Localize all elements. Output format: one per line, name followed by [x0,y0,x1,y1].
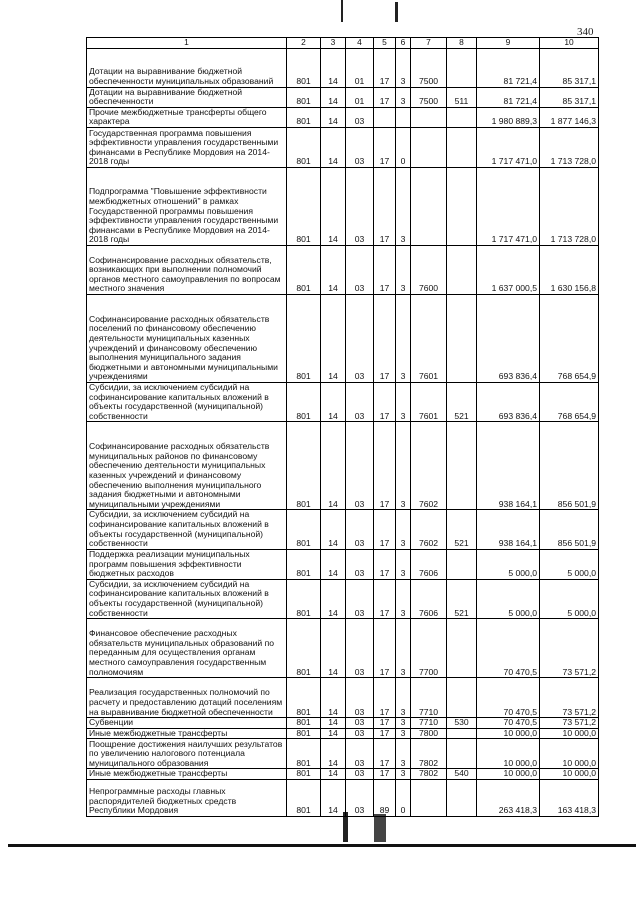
target-code: 7606 [411,549,447,579]
subsection-code: 03 [346,294,374,382]
table-row [87,245,599,294]
expense-type-code: 540 [447,769,477,780]
subsection-code: 03 [346,718,374,729]
gr-code: 801 [287,579,321,618]
row-description: Непрограммные расходы главных распорядителей бюджетных средств Республики Мордовия [87,779,287,816]
target-code: 7802 [411,739,447,769]
target-code: 7802 [411,769,447,780]
amount-year-2: 856 501,9 [540,510,599,549]
row-description: Финансовое обеспечение расходных обязательств муниципальных образований по переданным для осуществления органам местного самоуправления государственным полномочиям [87,619,287,678]
target-code: 7602 [411,510,447,549]
amount-year-2: 85 317,1 [540,48,599,87]
section-code: 14 [321,245,346,294]
expense-type-code: 521 [447,579,477,618]
gr-code: 801 [287,619,321,678]
amount-year-1: 938 164,1 [477,422,540,510]
amount-year-1: 10 000,0 [477,769,540,780]
section-code: 14 [321,107,346,127]
expense-type-code: 521 [447,382,477,421]
amount-year-1: 5 000,0 [477,549,540,579]
top-binding-mark [341,0,343,22]
section-code: 14 [321,87,346,107]
section-code: 14 [321,728,346,739]
gr-code: 801 [287,549,321,579]
subsection-code: 03 [346,245,374,294]
row-description: Субсидии, за исключением субсидий на софинансирование капитальных вложений в объекты государственной (муниципальной) собственности [87,382,287,421]
subprogram-code: 3 [396,678,411,718]
target-code: 7600 [411,245,447,294]
row-description: Софинансирование расходных обязательств поселений по финансовому обеспечению деятельности муниципальных казенных учреждений и финансовому обеспечению выполнения муниципального задания бюджетными и автономными муниципальными учреждениями [87,294,287,382]
amount-year-1: 81 721,4 [477,87,540,107]
program-code: 17 [374,718,396,729]
amount-year-1: 1 637 000,5 [477,245,540,294]
section-code: 14 [321,294,346,382]
gr-code: 801 [287,87,321,107]
amount-year-2: 73 571,2 [540,619,599,678]
subprogram-code: 3 [396,728,411,739]
table-row [87,769,599,780]
gr-code: 801 [287,718,321,729]
subsection-code: 01 [346,87,374,107]
section-code: 14 [321,769,346,780]
amount-year-2: 10 000,0 [540,769,599,780]
subsection-code: 03 [346,127,374,167]
target-code [411,779,447,816]
amount-year-2: 768 654,9 [540,294,599,382]
program-code: 17 [374,728,396,739]
gr-code: 801 [287,167,321,245]
amount-year-1: 5 000,0 [477,579,540,618]
gr-code: 801 [287,48,321,87]
table-row [87,422,599,510]
amount-year-2: 163 418,3 [540,779,599,816]
amount-year-2: 5 000,0 [540,549,599,579]
table-row [87,127,599,167]
amount-year-2: 73 571,2 [540,718,599,729]
program-code: 89 [374,779,396,816]
table-row [87,107,599,127]
amount-year-1: 263 418,3 [477,779,540,816]
program-code: 17 [374,739,396,769]
amount-year-2: 1 713 728,0 [540,167,599,245]
subprogram-code: 3 [396,769,411,780]
target-code [411,107,447,127]
target-code: 7500 [411,48,447,87]
amount-year-2: 1 630 156,8 [540,245,599,294]
target-code [411,167,447,245]
amount-year-1: 10 000,0 [477,739,540,769]
top-binding-mark [395,2,398,22]
amount-year-2: 73 571,2 [540,678,599,718]
row-description: Государственная программа повышения эффективности управления государственными финансами в Республике Мордовия на 2014-2018 годы [87,127,287,167]
target-code: 7602 [411,422,447,510]
subsection-code: 01 [346,48,374,87]
expense-type-code: 521 [447,510,477,549]
expense-type-code [447,739,477,769]
gr-code: 801 [287,422,321,510]
row-description: Субсидии, за исключением субсидий на софинансирование капитальных вложений в объекты государственной (муниципальной) собственности [87,579,287,618]
amount-year-2: 1 713 728,0 [540,127,599,167]
subsection-code: 03 [346,382,374,421]
subsection-code: 03 [346,422,374,510]
program-code: 17 [374,48,396,87]
amount-year-2: 768 654,9 [540,382,599,421]
subprogram-code: 3 [396,245,411,294]
gr-code: 801 [287,769,321,780]
table-row [87,619,599,678]
subprogram-code: 3 [396,48,411,87]
column-header: 9 [477,38,540,49]
row-description: Дотации на выравнивание бюджетной обеспеченности муниципальных образований [87,48,287,87]
program-code: 17 [374,510,396,549]
amount-year-1: 1 980 889,3 [477,107,540,127]
target-code: 7606 [411,579,447,618]
gr-code: 801 [287,245,321,294]
program-code: 17 [374,579,396,618]
amount-year-1: 938 164,1 [477,510,540,549]
expense-type-code [447,728,477,739]
subsection-code: 03 [346,549,374,579]
target-code: 7700 [411,619,447,678]
section-code: 14 [321,167,346,245]
gr-code: 801 [287,294,321,382]
section-code: 14 [321,619,346,678]
table-row [87,739,599,769]
subprogram-code [396,107,411,127]
column-header: 8 [447,38,477,49]
section-code: 14 [321,779,346,816]
program-code: 17 [374,245,396,294]
expense-type-code [447,422,477,510]
amount-year-2: 85 317,1 [540,87,599,107]
subsection-code: 03 [346,619,374,678]
column-header: 10 [540,38,599,49]
page-number: 340 [577,26,594,38]
expense-type-code [447,127,477,167]
section-code: 14 [321,579,346,618]
program-code: 17 [374,167,396,245]
amount-year-1: 1 717 471,0 [477,127,540,167]
section-code: 14 [321,718,346,729]
row-description: Субвенции [87,718,287,729]
row-description: Иные межбюджетные трансферты [87,728,287,739]
row-description: Реализация государственных полномочий по расчету и предоставлению дотаций поселениям на выравнивание бюджетной обеспеченности [87,678,287,718]
table-row [87,294,599,382]
gr-code: 801 [287,728,321,739]
program-code: 17 [374,87,396,107]
row-description: Прочие межбюджетные трансферты общего характера [87,107,287,127]
table-row [87,167,599,245]
column-header: 2 [287,38,321,49]
gr-code: 801 [287,107,321,127]
table-row [87,579,599,618]
amount-year-1: 693 836,4 [477,382,540,421]
section-code: 14 [321,510,346,549]
subsection-code: 03 [346,678,374,718]
row-description: Дотации на выравнивание бюджетной обеспеченности [87,87,287,107]
table-row [87,718,599,729]
target-code: 7601 [411,382,447,421]
gr-code: 801 [287,779,321,816]
column-header: 1 [87,38,287,49]
subprogram-code: 3 [396,510,411,549]
amount-year-2: 1 877 146,3 [540,107,599,127]
subprogram-code: 3 [396,382,411,421]
subsection-code: 03 [346,779,374,816]
subprogram-code: 3 [396,619,411,678]
subsection-code: 03 [346,510,374,549]
subprogram-code: 0 [396,779,411,816]
amount-year-2: 5 000,0 [540,579,599,618]
expense-type-code: 511 [447,87,477,107]
page-bottom-rule [8,844,636,847]
amount-year-2: 10 000,0 [540,739,599,769]
expense-type-code [447,167,477,245]
target-code: 7500 [411,87,447,107]
section-code: 14 [321,678,346,718]
subsection-code: 03 [346,579,374,618]
subsection-code: 03 [346,107,374,127]
subprogram-code: 0 [396,127,411,167]
target-code: 7710 [411,678,447,718]
program-code: 17 [374,422,396,510]
expense-type-code [447,245,477,294]
gr-code: 801 [287,678,321,718]
amount-year-2: 10 000,0 [540,728,599,739]
header-row [87,38,599,49]
program-code: 17 [374,382,396,421]
row-description: Софинансирование расходных обязательств, возникающих при выполнении полномочий органов местного самоуправления по вопросам местного значения [87,245,287,294]
expense-type-code [447,107,477,127]
expense-type-code [447,678,477,718]
expense-type-code [447,619,477,678]
amount-year-1: 70 470,5 [477,619,540,678]
expense-type-code [447,779,477,816]
subprogram-code: 3 [396,422,411,510]
amount-year-2: 856 501,9 [540,422,599,510]
target-code: 7710 [411,718,447,729]
row-description: Поддержка реализации муниципальных программ повышения эффективности бюджетных расходов [87,549,287,579]
subprogram-code: 3 [396,739,411,769]
section-code: 14 [321,127,346,167]
subprogram-code: 3 [396,87,411,107]
expense-type-code: 530 [447,718,477,729]
program-code: 17 [374,619,396,678]
subsection-code: 03 [346,769,374,780]
gr-code: 801 [287,127,321,167]
subsection-code: 03 [346,167,374,245]
program-code: 17 [374,678,396,718]
table-row [87,728,599,739]
gr-code: 801 [287,510,321,549]
expense-type-code [447,549,477,579]
target-code: 7800 [411,728,447,739]
subprogram-code: 3 [396,549,411,579]
bottom-binding-mark [374,814,386,842]
section-code: 14 [321,422,346,510]
table-row [87,678,599,718]
table-row [87,382,599,421]
table-row [87,48,599,87]
target-code: 7601 [411,294,447,382]
amount-year-1: 1 717 471,0 [477,167,540,245]
amount-year-1: 10 000,0 [477,728,540,739]
subsection-code: 03 [346,728,374,739]
program-code [374,107,396,127]
expense-type-code [447,294,477,382]
row-description: Софинансирование расходных обязательств муниципальных районов по финансовому обеспечению деятельности муниципальных казенных учреждений и финансовому обеспечению выполнения муниципального задания бюджетными и автономными муниципальными учреждениями [87,422,287,510]
table-row [87,510,599,549]
column-header: 7 [411,38,447,49]
column-header: 6 [396,38,411,49]
expense-type-code [447,48,477,87]
budget-table [86,37,599,817]
row-description: Подпрограмма "Повышение эффективности межбюджетных отношений" в рамках Государственной программы повышения эффективности управления государственными финансами в Республике Мордовия на 2014-2018 годы [87,167,287,245]
subprogram-code: 3 [396,294,411,382]
program-code: 17 [374,549,396,579]
section-code: 14 [321,48,346,87]
subprogram-code: 3 [396,167,411,245]
row-description: Иные межбюджетные трансферты [87,769,287,780]
column-header: 5 [374,38,396,49]
amount-year-1: 81 721,4 [477,48,540,87]
section-code: 14 [321,739,346,769]
table-row [87,549,599,579]
gr-code: 801 [287,739,321,769]
section-code: 14 [321,382,346,421]
gr-code: 801 [287,382,321,421]
program-code: 17 [374,294,396,382]
program-code: 17 [374,769,396,780]
amount-year-1: 70 470,5 [477,678,540,718]
program-code: 17 [374,127,396,167]
table-row [87,87,599,107]
amount-year-1: 70 470,5 [477,718,540,729]
column-header: 3 [321,38,346,49]
column-header: 4 [346,38,374,49]
subprogram-code: 3 [396,579,411,618]
section-code: 14 [321,549,346,579]
table-row [87,779,599,816]
target-code [411,127,447,167]
subsection-code: 03 [346,739,374,769]
row-description: Поощрение достижения наилучших результатов по увеличению налогового потенциала муниципального образования [87,739,287,769]
amount-year-1: 693 836,4 [477,294,540,382]
row-description: Субсидии, за исключением субсидий на софинансирование капитальных вложений в объекты государственной (муниципальной) собственности [87,510,287,549]
subprogram-code: 3 [396,718,411,729]
